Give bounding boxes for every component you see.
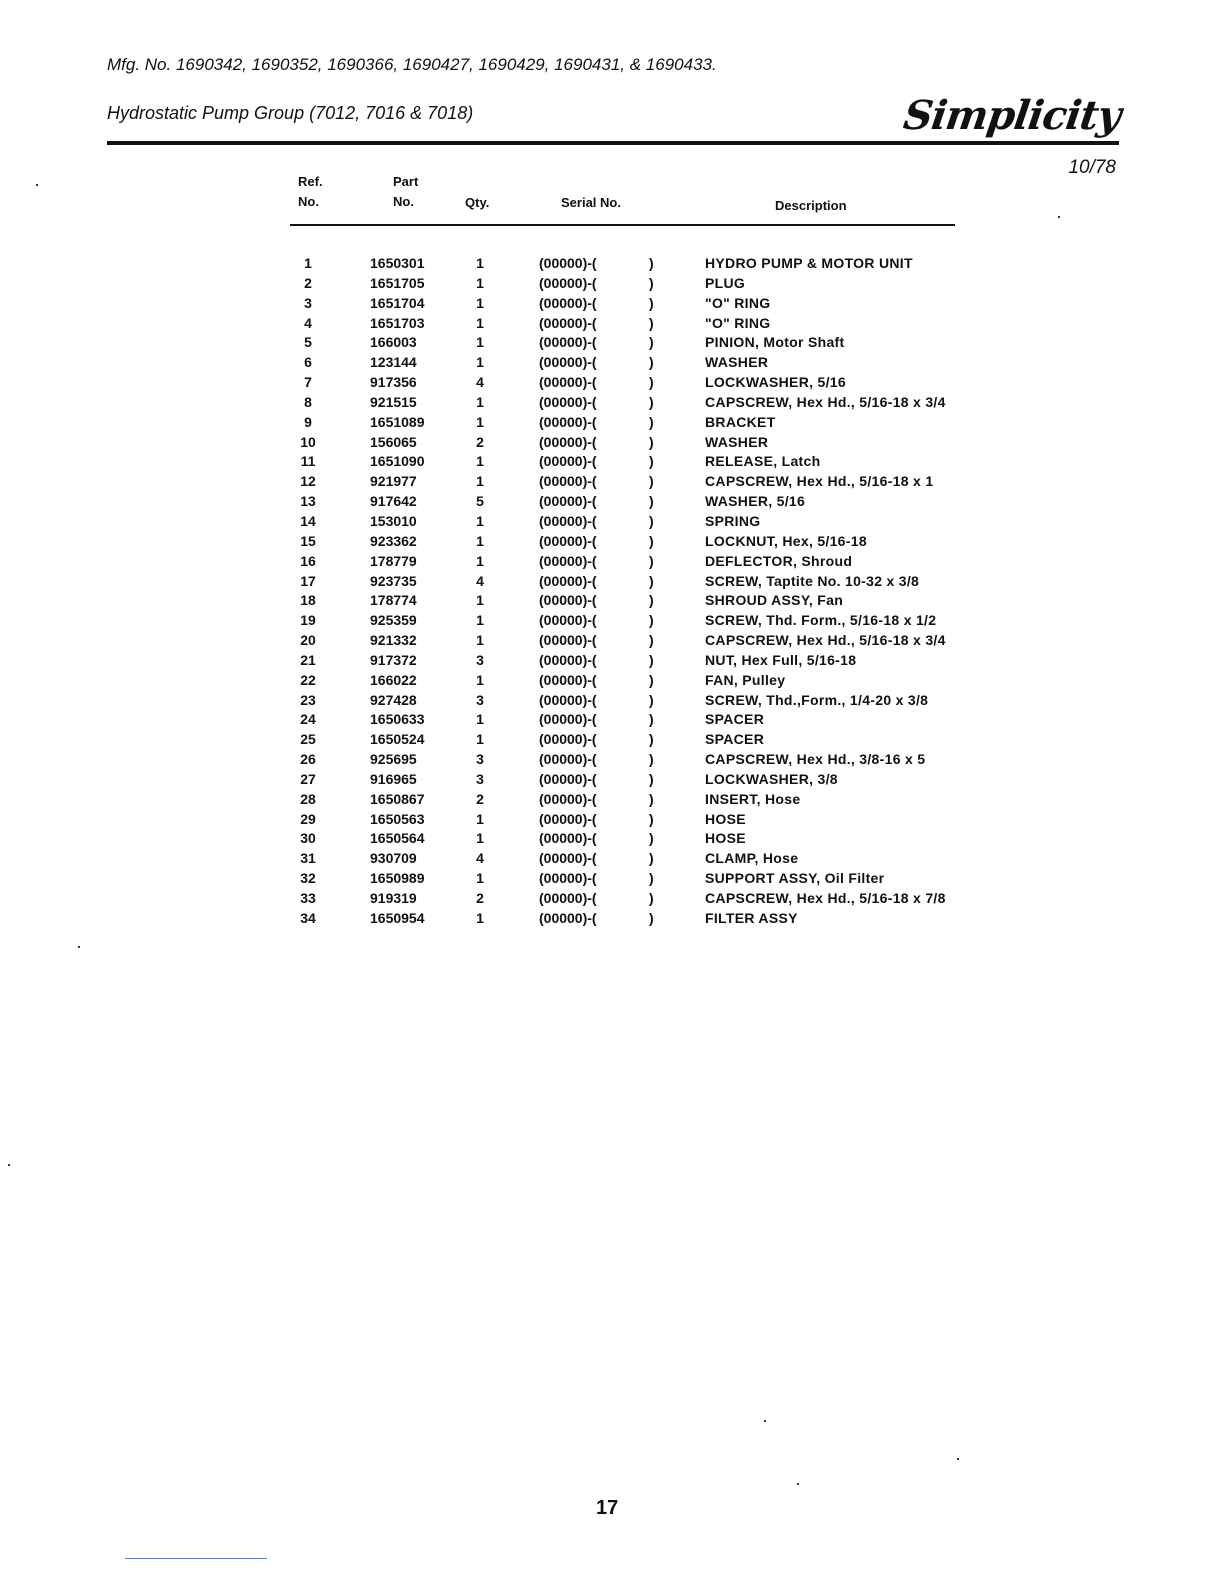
table-row: [0, 512, 1224, 532]
part-description: HOSE: [705, 810, 746, 827]
part-description: LOCKNUT, Hex, 5/16-18: [705, 532, 867, 549]
part-serial-close: ): [649, 294, 654, 311]
part-serial-close: ): [649, 453, 654, 470]
revision-date: 10/78: [1068, 157, 1116, 178]
part-description: CAPSCREW, Hex Hd., 3/8-16 x 5: [705, 751, 926, 768]
part-serial: (00000)-(: [539, 413, 597, 430]
part-serial-close: ): [649, 274, 654, 291]
part-number: 1651704: [370, 294, 425, 311]
part-quantity: 1: [476, 612, 484, 629]
part-description: CAPSCREW, Hex Hd., 5/16-18 x 1: [705, 473, 934, 490]
part-serial-close: ): [649, 433, 654, 450]
part-description: FAN, Pulley: [705, 671, 786, 688]
part-number: 930709: [370, 850, 417, 867]
part-serial: (00000)-(: [539, 334, 597, 351]
part-quantity: 1: [476, 830, 484, 847]
part-ref-number: 8: [304, 393, 312, 410]
table-row: [0, 849, 1224, 869]
part-ref-number: 16: [300, 552, 316, 569]
group-title: Hydrostatic Pump Group (7012, 7016 & 7018): [107, 103, 474, 123]
part-number: 923735: [370, 572, 417, 589]
parts-table: [0, 254, 1224, 929]
part-serial-close: ): [649, 592, 654, 609]
mfg-numbers: Mfg. No. 1690342, 1690352, 1690366, 1690427, 1690429, 1690431, & 1690433.: [107, 55, 717, 74]
part-ref-number: 26: [300, 751, 316, 768]
part-serial: (00000)-(: [539, 751, 597, 768]
part-description: SPRING: [705, 512, 761, 529]
part-number: 1651703: [370, 314, 425, 331]
part-serial: (00000)-(: [539, 790, 597, 807]
part-quantity: 1: [476, 532, 484, 549]
part-number: 927428: [370, 691, 417, 708]
table-row: [0, 730, 1224, 750]
part-description: "O" RING: [705, 314, 771, 331]
part-serial-close: ): [649, 711, 654, 728]
part-quantity: 2: [476, 790, 484, 807]
part-quantity: 1: [476, 909, 484, 926]
part-serial: (00000)-(: [539, 909, 597, 926]
part-quantity: 4: [476, 850, 484, 867]
part-quantity: 1: [476, 552, 484, 569]
part-ref-number: 5: [304, 334, 312, 351]
part-serial-close: ): [649, 632, 654, 649]
table-row: [0, 552, 1224, 572]
part-serial: (00000)-(: [539, 374, 597, 391]
table-row: [0, 294, 1224, 314]
part-serial: (00000)-(: [539, 830, 597, 847]
part-ref-number: 13: [300, 493, 316, 510]
part-serial-close: ): [649, 909, 654, 926]
part-serial-close: ): [649, 393, 654, 410]
part-serial-close: ): [649, 770, 654, 787]
part-serial: (00000)-(: [539, 592, 597, 609]
part-quantity: 1: [476, 274, 484, 291]
part-serial-close: ): [649, 493, 654, 510]
table-row: [0, 433, 1224, 453]
table-row: [0, 393, 1224, 413]
part-description: HOSE: [705, 830, 746, 847]
part-serial: (00000)-(: [539, 473, 597, 490]
part-serial: (00000)-(: [539, 572, 597, 589]
table-row: [0, 671, 1224, 691]
part-ref-number: 31: [300, 850, 316, 867]
part-serial-close: ): [649, 810, 654, 827]
part-ref-number: 23: [300, 691, 316, 708]
part-serial: (00000)-(: [539, 711, 597, 728]
table-row: [0, 869, 1224, 889]
part-serial: (00000)-(: [539, 632, 597, 649]
part-number: 923362: [370, 532, 417, 549]
part-header-line1: Part: [393, 174, 419, 189]
table-row: [0, 353, 1224, 373]
part-ref-number: 14: [300, 512, 316, 529]
column-header-serial: Serial No.: [561, 195, 621, 210]
part-description: LOCKWASHER, 3/8: [705, 770, 838, 787]
part-serial: (00000)-(: [539, 354, 597, 371]
part-number: 166022: [370, 671, 417, 688]
part-quantity: 1: [476, 870, 484, 887]
header-rule: [107, 141, 1119, 145]
part-number: 166003: [370, 334, 417, 351]
part-description: LOCKWASHER, 5/16: [705, 374, 846, 391]
part-description: HYDRO PUMP & MOTOR UNIT: [705, 255, 913, 271]
part-number: 156065: [370, 433, 417, 450]
part-serial-close: ): [649, 334, 654, 351]
part-description: SUPPORT ASSY, Oil Filter: [705, 870, 885, 887]
part-serial-close: ): [649, 691, 654, 708]
part-number: 1650524: [370, 731, 425, 748]
part-quantity: 1: [476, 671, 484, 688]
part-serial: (00000)-(: [539, 532, 597, 549]
part-serial-close: ): [649, 354, 654, 371]
part-quantity: 1: [476, 512, 484, 529]
part-quantity: 1: [476, 731, 484, 748]
scan-speck: [36, 184, 38, 186]
part-description: WASHER: [705, 354, 769, 371]
part-number: 153010: [370, 512, 417, 529]
table-row: [0, 770, 1224, 790]
part-number: 123144: [370, 354, 417, 371]
part-ref-number: 19: [300, 612, 316, 629]
part-quantity: 1: [476, 354, 484, 371]
part-ref-number: 10: [300, 433, 316, 450]
part-serial: (00000)-(: [539, 890, 597, 906]
part-ref-number: 25: [300, 731, 316, 748]
part-number: 919319: [370, 890, 417, 906]
column-header-rule: [290, 224, 955, 226]
part-number: 921332: [370, 632, 417, 649]
part-serial: (00000)-(: [539, 870, 597, 887]
part-number: 1650563: [370, 810, 425, 827]
part-number: 916965: [370, 770, 417, 787]
part-quantity: 1: [476, 413, 484, 430]
part-description: CLAMP, Hose: [705, 850, 799, 867]
ref-header-line1: Ref.: [298, 174, 323, 189]
part-header-line2: No.: [393, 194, 414, 209]
table-row: [0, 750, 1224, 770]
scan-speck: [78, 946, 80, 948]
page-number: 17: [596, 1497, 619, 1519]
table-row: [0, 691, 1224, 711]
ref-header-line2: No.: [298, 194, 319, 209]
scan-speck: [797, 1483, 799, 1485]
part-ref-number: 20: [300, 632, 316, 649]
part-ref-number: 32: [300, 870, 316, 887]
part-serial: (00000)-(: [539, 433, 597, 450]
table-row: [0, 373, 1224, 393]
part-ref-number: 30: [300, 830, 316, 847]
table-row: [0, 314, 1224, 334]
part-serial-close: ): [649, 552, 654, 569]
part-number: 921515: [370, 393, 417, 410]
part-description: RELEASE, Latch: [705, 453, 821, 470]
part-serial: (00000)-(: [539, 691, 597, 708]
table-row: [0, 572, 1224, 592]
part-serial: (00000)-(: [539, 512, 597, 529]
part-ref-number: 18: [300, 592, 316, 609]
part-description: CAPSCREW, Hex Hd., 5/16-18 x 3/4: [705, 393, 946, 410]
part-ref-number: 6: [304, 354, 312, 371]
part-quantity: 1: [476, 314, 484, 331]
part-number: 917356: [370, 374, 417, 391]
part-number: 178779: [370, 552, 417, 569]
column-header-ref: [298, 172, 323, 212]
part-serial: (00000)-(: [539, 493, 597, 510]
part-number: 1650989: [370, 870, 425, 887]
part-quantity: 3: [476, 770, 484, 787]
part-quantity: 3: [476, 691, 484, 708]
table-row: [0, 274, 1224, 294]
part-serial: (00000)-(: [539, 850, 597, 867]
part-number: 1650564: [370, 830, 425, 847]
part-number: 178774: [370, 592, 417, 609]
table-row: [0, 710, 1224, 730]
part-description: WASHER, 5/16: [705, 493, 806, 510]
part-serial-close: ): [649, 850, 654, 867]
part-quantity: 1: [476, 393, 484, 410]
part-description: SPACER: [705, 711, 765, 728]
table-row: [0, 591, 1224, 611]
part-quantity: 1: [476, 810, 484, 827]
column-header-part: [393, 172, 418, 212]
table-row: [0, 909, 1224, 929]
part-quantity: 1: [476, 592, 484, 609]
part-serial-close: ): [649, 671, 654, 688]
part-quantity: 1: [476, 255, 484, 271]
part-ref-number: 2: [304, 274, 312, 291]
column-header-qty: Qty.: [465, 195, 490, 210]
part-ref-number: 33: [300, 890, 316, 906]
part-number: 917642: [370, 493, 417, 510]
part-ref-number: 9: [304, 413, 312, 430]
part-description: PINION, Motor Shaft: [705, 334, 845, 351]
part-description: "O" RING: [705, 294, 771, 311]
part-ref-number: 12: [300, 473, 316, 490]
part-description: WASHER: [705, 433, 769, 450]
part-serial-close: ): [649, 413, 654, 430]
part-quantity: 5: [476, 493, 484, 510]
table-row: [0, 413, 1224, 433]
part-quantity: 1: [476, 473, 484, 490]
part-serial-close: ): [649, 572, 654, 589]
table-row: [0, 829, 1224, 849]
part-description: SCREW, Thd. Form., 5/16-18 x 1/2: [705, 612, 937, 629]
part-description: INSERT, Hose: [705, 790, 801, 807]
scan-speck: [764, 1420, 766, 1422]
scan-speck: [957, 1458, 959, 1460]
part-serial: (00000)-(: [539, 770, 597, 787]
part-quantity: 2: [476, 890, 484, 906]
part-number: 917372: [370, 651, 417, 668]
part-serial: (00000)-(: [539, 393, 597, 410]
part-serial: (00000)-(: [539, 314, 597, 331]
part-ref-number: 7: [304, 374, 312, 391]
part-serial-close: ): [649, 830, 654, 847]
table-row: [0, 472, 1224, 492]
part-serial: (00000)-(: [539, 274, 597, 291]
part-description: NUT, Hex Full, 5/16-18: [705, 651, 857, 668]
part-number: 1650301: [370, 255, 425, 271]
part-number: 925695: [370, 751, 417, 768]
part-serial-close: ): [649, 612, 654, 629]
part-serial-close: ): [649, 790, 654, 807]
table-row: [0, 611, 1224, 631]
part-ref-number: 34: [300, 909, 316, 926]
part-serial-close: ): [649, 314, 654, 331]
part-serial-close: ): [649, 255, 654, 271]
scan-underline: [125, 1558, 267, 1559]
scan-speck: [1058, 216, 1060, 218]
part-serial-close: ): [649, 890, 654, 906]
part-quantity: 3: [476, 651, 484, 668]
part-ref-number: 29: [300, 810, 316, 827]
part-description: FILTER ASSY: [705, 909, 798, 926]
part-number: 1650867: [370, 790, 425, 807]
part-ref-number: 1: [304, 255, 312, 271]
part-ref-number: 22: [300, 671, 316, 688]
part-serial: (00000)-(: [539, 731, 597, 748]
part-description: CAPSCREW, Hex Hd., 5/16-18 x 3/4: [705, 632, 946, 649]
part-ref-number: 28: [300, 790, 316, 807]
part-description: SHROUD ASSY, Fan: [705, 592, 844, 609]
part-description: SCREW, Thd.,Form., 1/4-20 x 3/8: [705, 691, 929, 708]
table-row: [0, 254, 1224, 274]
part-description: DEFLECTOR, Shroud: [705, 552, 853, 569]
part-ref-number: 3: [304, 294, 312, 311]
part-quantity: 1: [476, 294, 484, 311]
part-number: 921977: [370, 473, 417, 490]
part-quantity: 4: [476, 374, 484, 391]
part-serial-close: ): [649, 870, 654, 887]
table-row: [0, 651, 1224, 671]
table-row: [0, 492, 1224, 512]
part-ref-number: 21: [300, 651, 316, 668]
table-row: [0, 810, 1224, 830]
part-serial-close: ): [649, 532, 654, 549]
part-serial: (00000)-(: [539, 255, 597, 271]
column-header-description: Description: [775, 198, 847, 213]
part-serial-close: ): [649, 751, 654, 768]
part-serial-close: ): [649, 374, 654, 391]
part-quantity: 1: [476, 453, 484, 470]
table-row: [0, 790, 1224, 810]
table-row: [0, 333, 1224, 353]
part-number: 1650633: [370, 711, 425, 728]
part-quantity: 4: [476, 572, 484, 589]
part-description: CAPSCREW, Hex Hd., 5/16-18 x 7/8: [705, 890, 946, 906]
brand-logo: Simplicity: [900, 92, 1124, 139]
part-number: 1651705: [370, 274, 425, 291]
part-description: SPACER: [705, 731, 765, 748]
part-serial: (00000)-(: [539, 453, 597, 470]
part-number: 1650954: [370, 909, 425, 926]
part-serial-close: ): [649, 512, 654, 529]
part-description: SCREW, Taptite No. 10-32 x 3/8: [705, 572, 920, 589]
part-quantity: 3: [476, 751, 484, 768]
part-number: 1651089: [370, 413, 425, 430]
part-quantity: 1: [476, 334, 484, 351]
part-ref-number: 4: [304, 314, 312, 331]
part-serial-close: ): [649, 473, 654, 490]
part-ref-number: 11: [300, 453, 316, 470]
part-number: 1651090: [370, 453, 425, 470]
part-ref-number: 15: [300, 532, 316, 549]
part-description: PLUG: [705, 274, 746, 291]
part-description: BRACKET: [705, 413, 776, 430]
part-quantity: 2: [476, 433, 484, 450]
part-serial-close: ): [649, 731, 654, 748]
table-row: [0, 452, 1224, 472]
part-serial: (00000)-(: [539, 671, 597, 688]
part-serial: (00000)-(: [539, 294, 597, 311]
part-serial-close: ): [649, 651, 654, 668]
part-ref-number: 27: [300, 770, 316, 787]
part-ref-number: 17: [300, 572, 316, 589]
part-serial: (00000)-(: [539, 552, 597, 569]
part-serial: (00000)-(: [539, 651, 597, 668]
part-quantity: 1: [476, 711, 484, 728]
part-serial: (00000)-(: [539, 612, 597, 629]
part-ref-number: 24: [300, 711, 316, 728]
part-quantity: 1: [476, 632, 484, 649]
part-number: 925359: [370, 612, 417, 629]
table-row: [0, 889, 1224, 909]
scan-speck: [8, 1164, 10, 1166]
table-row: [0, 631, 1224, 651]
table-row: [0, 532, 1224, 552]
part-serial: (00000)-(: [539, 810, 597, 827]
